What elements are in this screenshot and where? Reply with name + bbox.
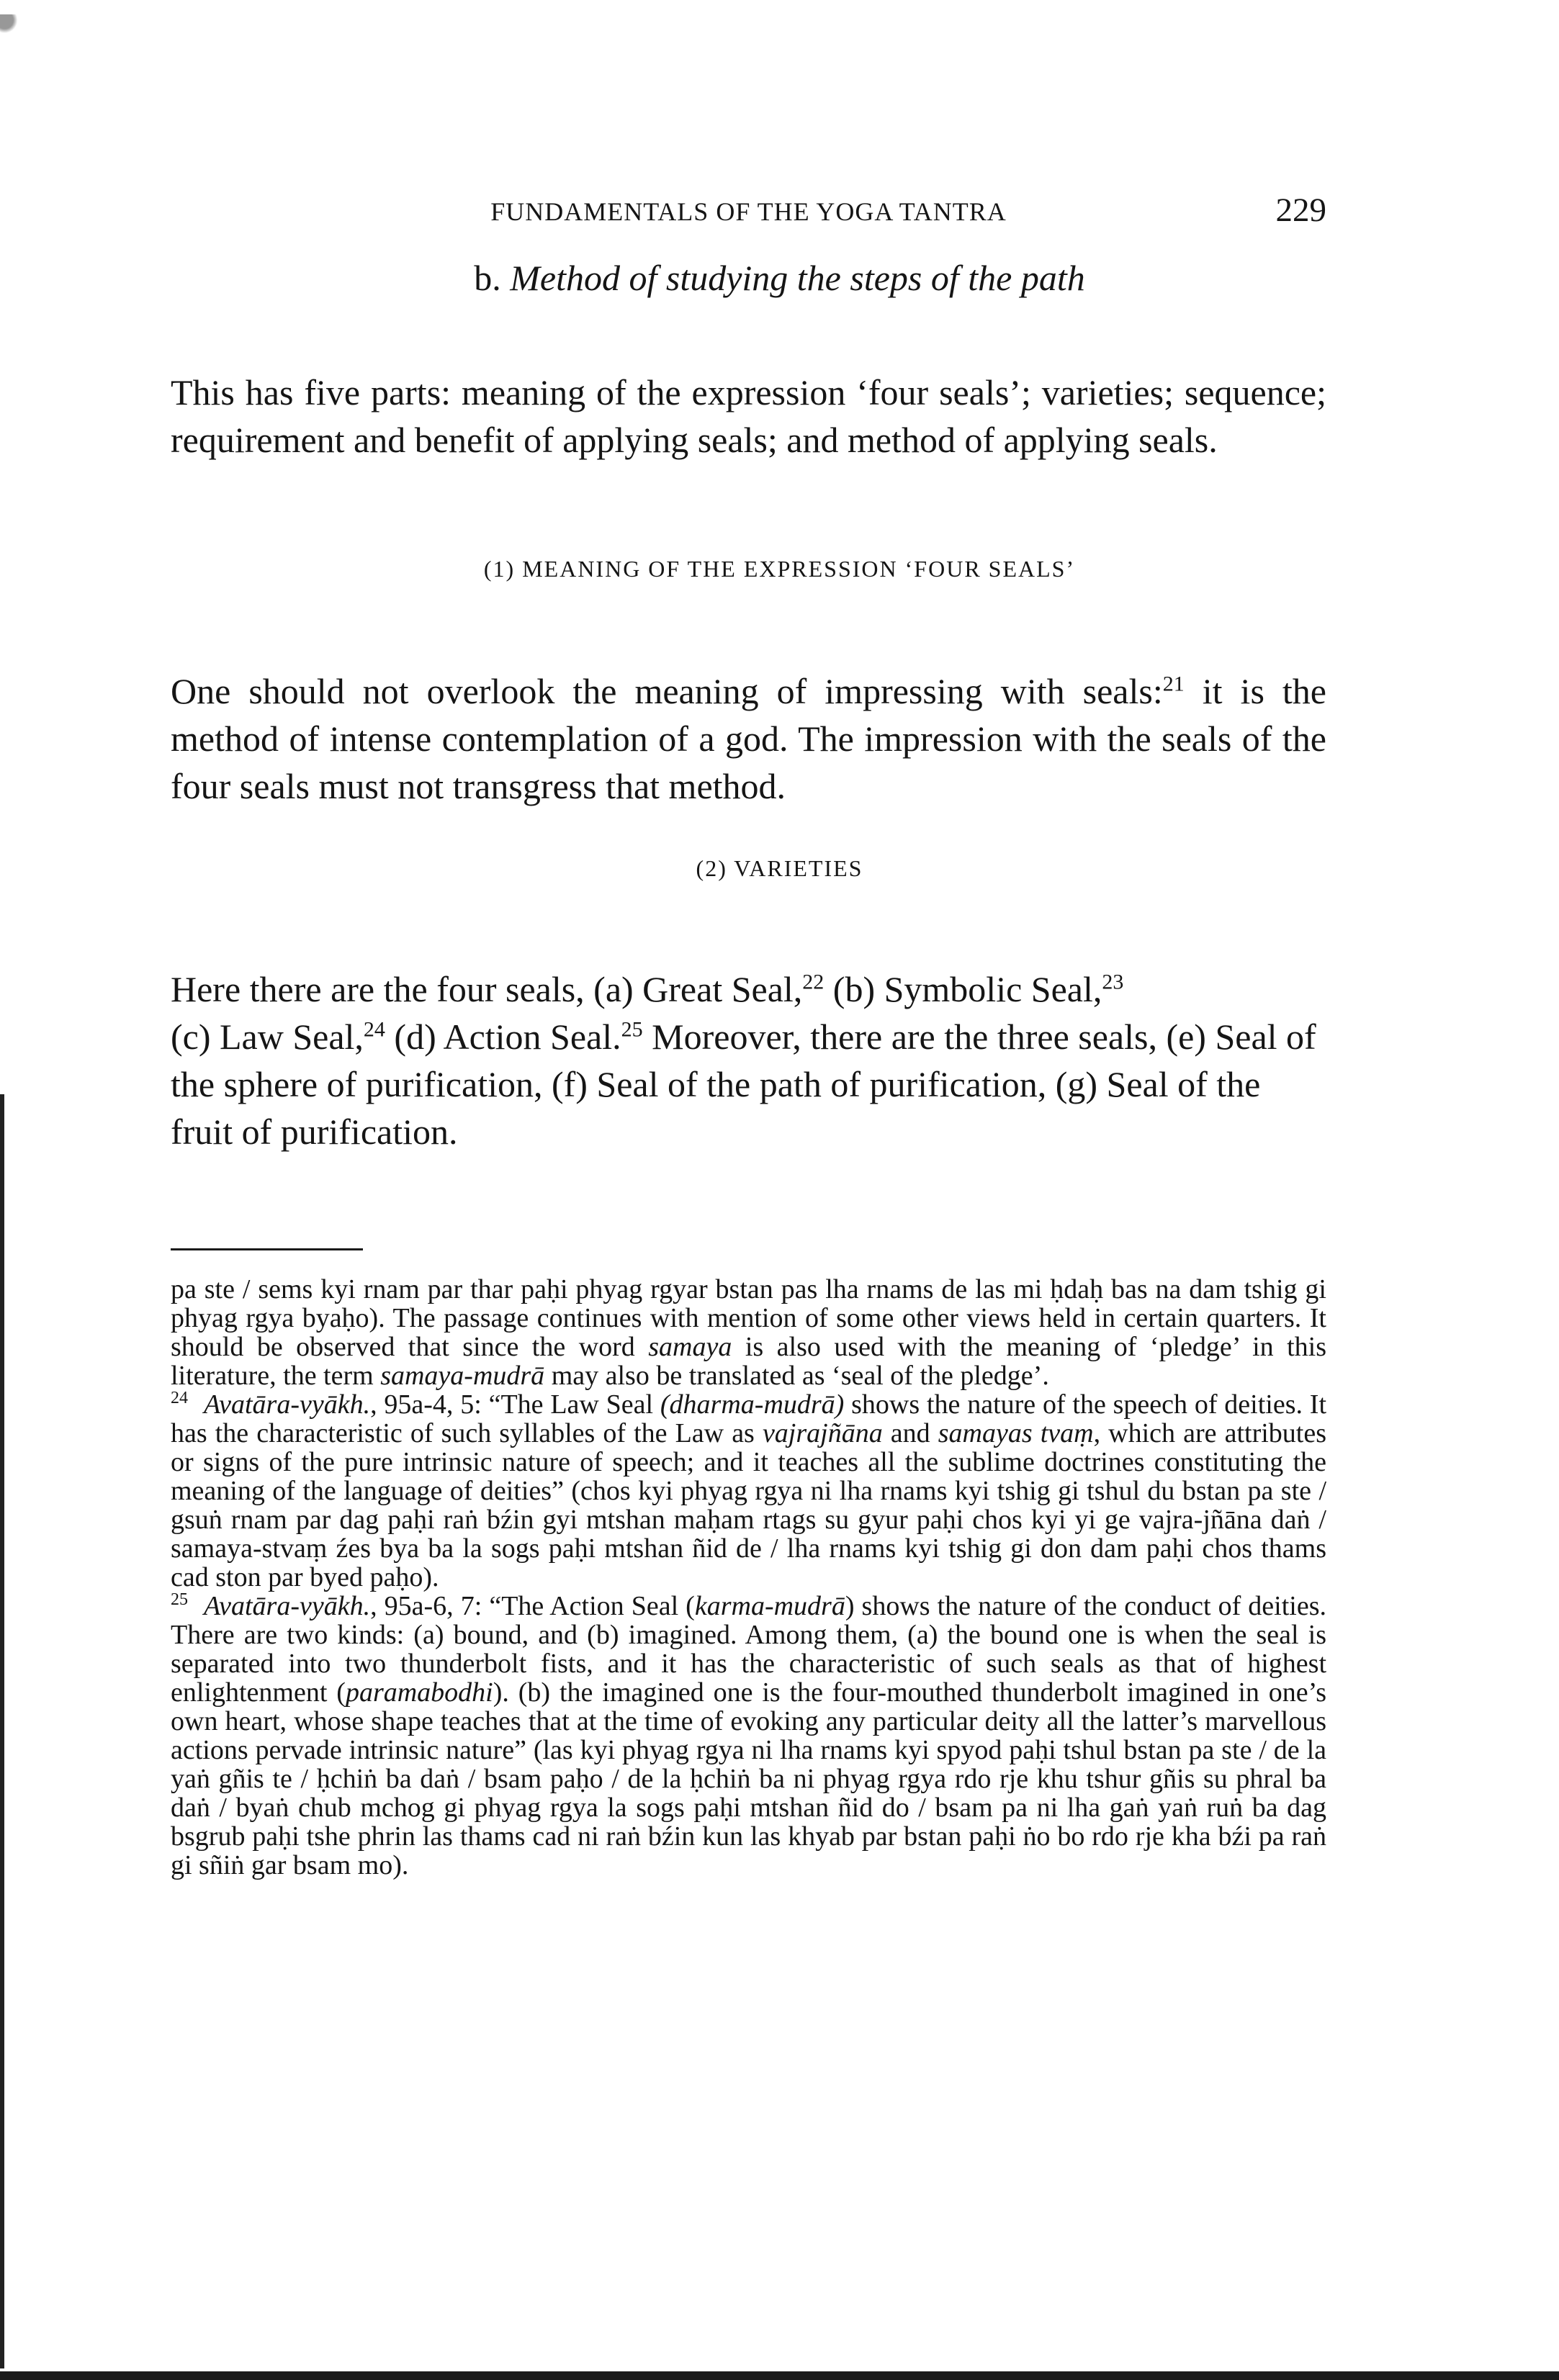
footnote-rule (171, 1248, 363, 1250)
intro-paragraph: This has five parts: meaning of the expression ‘four seals’; varieties; sequence; requirement and benefit of applying seals; and method of applying seals. (171, 372, 1326, 460)
fn-cont-text-1: pa ste / sems kyi rnam par thar paḥi phyag rgyar bstan pas lha rnams de las mi ḥdaḥ bas na dam tshig gi phyag rgya byaḥo). The passage continues with mention of some other views held in certain quarters. It should be observed that since the word (171, 1274, 1326, 1362)
running-head (171, 191, 1326, 234)
scan-bottom-edge (0, 2371, 1559, 2380)
meaning-text-before: One should not overlook the meaning of impressing with seals: (171, 671, 1163, 711)
fn24-term-samayas-tvam: samayas tvaṃ (938, 1418, 1094, 1448)
fn24-term-vajrajnana: vajrajñāna (762, 1418, 883, 1448)
subheading-varieties: (2) VARIETIES (696, 855, 863, 881)
fn24-source: Avatāra-vyākh. (204, 1389, 371, 1420)
note-ref-24: 24 (363, 1017, 385, 1042)
fn-cont-term-samaya: samaya (648, 1332, 732, 1362)
meaning-paragraph (171, 667, 1326, 810)
footnote-continuation (171, 1275, 1326, 1390)
footnote-24 (171, 1390, 1326, 1592)
subheading-meaning: (1) MEANING OF THE EXPRESSION ‘FOUR SEALS’ (483, 556, 1076, 582)
scan-left-edge (0, 1094, 4, 2368)
section-number: b. (474, 258, 501, 298)
footnote-25 (171, 1592, 1326, 1880)
varieties-text-b: (b) Symbolic Seal, (824, 969, 1102, 1009)
fn24-text-2: shows the nature of the speech of deities. It has the characteristic of such syllables of the Law as (171, 1389, 1327, 1448)
scan-speck (0, 14, 46, 43)
fn25-text-2: ) shows the nature of the conduct of deities. There are two kinds: (a) bound, and (b) imagined. Among them, (a) the bound one is when the seal is separated into two thunderbolt fists, and it has the characteristic of such seals as that of highest enlightenment ( (171, 1591, 1326, 1708)
note-ref-22: 22 (802, 970, 825, 994)
fn24-text-3: and (882, 1418, 938, 1448)
note-ref-25: 25 (621, 1017, 643, 1042)
fn-cont-text-2: is also used with the meaning of ‘pledge’ in this literature, the term (171, 1332, 1327, 1391)
fn-cont-text-3: may also be translated as ‘seal of the pledge’. (544, 1361, 1049, 1391)
varieties-paragraph (171, 965, 1326, 1155)
fn-cont-term-samaya-mudra: samaya-mudrā (380, 1361, 545, 1391)
meaning-text-after: it is the method of intense contemplation of a god. The impression with the seals of the four seals must not transgress that method. (171, 671, 1326, 806)
note-ref-21: 21 (1162, 672, 1185, 696)
varieties-text-rest: Moreover, there are the three seals, (e) Seal of the sphere of purification, (f) Seal of the path of purification, (g) Seal of the fruit of purification. (171, 1017, 1316, 1152)
fn25-term-karma-mudra: karma-mudrā (694, 1591, 845, 1621)
varieties-text-c: (c) Law Seal, (171, 1017, 364, 1057)
fn24-text-4: , which are attributes or signs of the pure intrinsic nature of speech; and it teaches all the sublime doctrines constituting the meaning of the language of deities” (chos kyi phyag rgya ni lha rnams kyi tshig gi tshul du bstan pa ste / gsuṅ rnam par dag paḥi raṅ bźin gyi mtshan maḥam rtags su gyur paḥi chos kyi yi ge vajra-jñāna daṅ / samaya-stvaṃ źes bya ba la sogs paḥi mtshan ñid de / lha rnams kyi tshig gi don dam paḥi chos thams cad ston par byed paḥo). (171, 1418, 1326, 1592)
varieties-text-a: Here there are the four seals, (a) Great Seal, (171, 969, 803, 1009)
footnote-number-24: 24 (171, 1389, 188, 1408)
fn25-source: Avatāra-vyākh. (204, 1591, 371, 1621)
page-number: 229 (1275, 191, 1326, 229)
fn24-term-dharma-mudra: (dharma-mudrā) (660, 1389, 845, 1420)
section-heading (0, 257, 1559, 299)
fn25-term-paramabodhi: paramabodhi (345, 1677, 493, 1708)
fn24-text-1: , 95a-4, 5: “The Law Seal (370, 1389, 660, 1420)
footnotes (171, 1275, 1326, 1880)
fn25-text-3: ). (b) the imagined one is the four-mouthed thunderbolt imagined in one’s own heart, whose shape teaches that at the time of evoking any particular deity all the latter’s marvellous actions pervade intrinsic nature” (las kyi phyag rgya ni lha rnams kyi spyod paḥi tshul bstan pa ste / de la yaṅ gñis te / ḥchiṅ ba daṅ / bsam paḥo / de la ḥchiṅ ba ni phyag rgya rdo rje khu tshur gñis su phral ba daṅ / byaṅ chub mchog gi phyag rgya la sogs paḥi mtshan ñid do / bsam pa ni lha gaṅ yaṅ ruṅ ba dag bsgrub paḥi tshe phrin las thams cad ni raṅ bźin kun las khyab par bstan paḥi ṅo bo rdo rje kha bźi pa raṅ gi sñiṅ gar bsam mo). (171, 1677, 1326, 1880)
varieties-text-d: (d) Action Seal. (385, 1017, 621, 1057)
note-ref-23: 23 (1102, 970, 1124, 994)
running-title: FUNDAMENTALS OF THE YOGA TANTRA (490, 197, 1007, 226)
section-title: Method of studying the steps of the path (510, 258, 1085, 298)
footnote-number-25: 25 (171, 1590, 188, 1610)
fn25-text-1: , 95a-6, 7: “The Action Seal ( (370, 1591, 695, 1621)
